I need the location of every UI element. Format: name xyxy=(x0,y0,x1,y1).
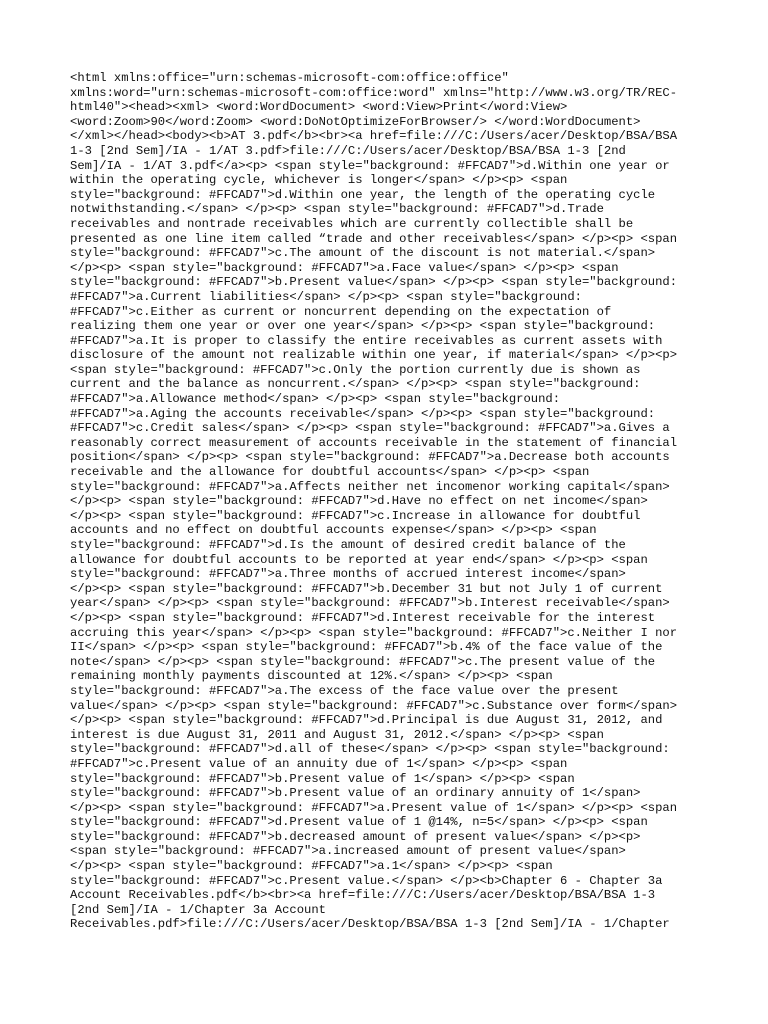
text-line: style="background: #FFCAD7">b.Present value of 1</span> </p><p> <span xyxy=(70,771,575,786)
text-line: xmlns:word="urn:schemas-microsoft-com:office:word" xmlns="http://www.w3.org/TR/REC- xyxy=(70,85,678,100)
text-line: style="background: #FFCAD7">b.decreased amount of present value</span> </p><p> xyxy=(70,829,641,844)
text-line: interest is due August 31, 2011 and August 31, 2012.</span> </p><p> <span xyxy=(70,727,604,742)
text-line: #FFCAD7">c.Either as current or noncurrent depending on the expectation of xyxy=(70,304,612,319)
text-line: note</span> </p><p> <span style="background: #FFCAD7">c.The present value of the xyxy=(70,654,656,669)
text-line: <span style="background: #FFCAD7">a.increased amount of present value</span> xyxy=(70,844,626,859)
text-line: style="background: #FFCAD7">c.Present value.</span> </p><b>Chapter 6 - Chapter 3a xyxy=(70,873,663,888)
text-line: style="background: #FFCAD7">b.Present value</span> </p><p> <span style="background: xyxy=(70,275,678,290)
text-line: realizing them one year or over one year</span> </p><p> <span style="background: xyxy=(70,319,656,334)
text-line: </p><p> <span style="background: #FFCAD7">a.Present value of 1</span> </p><p> <span xyxy=(70,800,678,815)
text-line: Sem]/IA - 1/AT 3.pdf</a><p> <span style="background: #FFCAD7">d.Within one year or xyxy=(70,158,670,173)
text-line: style="background: #FFCAD7">a.Affects neither net incomenor working capital</span> xyxy=(70,479,670,494)
text-line: html40"><head><xml> <word:WordDocument> <word:View>Print</word:View> xyxy=(70,100,568,115)
text-line: year</span> </p><p> <span style="background: #FFCAD7">b.Interest receivable</span> xyxy=(70,596,670,611)
text-line: presented as one line item called “trade and other receivables</span> </p><p> <span xyxy=(70,231,678,246)
text-line: #FFCAD7">a.Allowance method</span> </p><p> <span style="background: xyxy=(70,392,561,407)
text-line: style="background: #FFCAD7">a.Three months of accrued interest income</span> xyxy=(70,567,626,582)
text-line: disclosure of the amount not realizable within one year, if material</span> </p><p> xyxy=(70,348,678,363)
text-line: style="background: #FFCAD7">c.The amount of the discount is not material.</span> xyxy=(70,246,656,261)
text-line: </p><p> <span style="background: #FFCAD7">d.Interest receivable for the interest xyxy=(70,610,656,625)
text-line: style="background: #FFCAD7">d.Present value of 1 @14%, n=5</span> </p><p> <span xyxy=(70,815,648,830)
text-line: </p><p> <span style="background: #FFCAD7">b.December 31 but not July 1 of current xyxy=(70,581,663,596)
text-line: #FFCAD7">a.Aging the accounts receivable</span> </p><p> <span style="background: xyxy=(70,406,656,421)
text-line: accruing this year</span> </p><p> <span style="background: #FFCAD7">c.Neither I nor xyxy=(70,625,678,640)
text-line: </p><p> <span style="background: #FFCAD7">d.Have no effect on net income</span> xyxy=(70,494,648,509)
text-line: reasonably correct measurement of accounts receivable in the statement of financial xyxy=(70,435,678,450)
text-line: style="background: #FFCAD7">a.The excess of the face value over the present xyxy=(70,683,619,698)
text-line: style="background: #FFCAD7">d.Is the amount of desired credit balance of the xyxy=(70,538,626,552)
text-line: </xml></head><body><b>AT 3.pdf</b><br><a href=file:///C:/Users/acer/Desktop/BSA/BSA xyxy=(70,129,678,144)
text-line: notwithstanding.</span> </p><p> <span style="background: #FFCAD7">d.Trade xyxy=(70,202,604,217)
text-line: <span style="background: #FFCAD7">c.Only the portion currently due is shown as xyxy=(70,362,641,377)
text-line: #FFCAD7">a.Current liabilities</span> </p><p> <span style="background: xyxy=(70,289,582,304)
text-line: </p><p> <span style="background: #FFCAD7">d.Principal is due August 31, 2012, and xyxy=(70,713,663,728)
text-line: [2nd Sem]/IA - 1/Chapter 3a Account xyxy=(70,902,326,917)
text-line: Receivables.pdf>file:///C:/Users/acer/Desktop/BSA/BSA 1-3 [2nd Sem]/IA - 1/Chapter xyxy=(70,917,670,932)
text-line: remaining monthly payments discounted at 12%.</span> </p><p> <span xyxy=(70,669,553,684)
text-line: receivables and nontrade receivables which are currently collectible shall be xyxy=(70,216,634,231)
text-line: 1-3 [2nd Sem]/IA - 1/AT 3.pdf>file:///C:/Users/acer/Desktop/BSA/BSA 1-3 [2nd xyxy=(70,143,626,158)
text-line: <word:Zoom>90</word:Zoom> <word:DoNotOptimizeForBrowser/> </word:WordDocument> xyxy=(70,114,641,129)
text-line: <html xmlns:office="urn:schemas-microsoft-com:office:office" xyxy=(70,71,509,85)
text-line: position</span> </p><p> <span style="background: #FFCAD7">a.Decrease both accounts xyxy=(70,450,670,465)
text-line: value</span> </p><p> <span style="background: #FFCAD7">c.Substance over form</span> xyxy=(70,698,678,713)
text-line: #FFCAD7">a.It is proper to classify the entire receivables as current assets with xyxy=(70,333,663,348)
text-line: receivable and the allowance for doubtful accounts</span> </p><p> <span xyxy=(70,465,590,480)
text-line: accounts and no effect on doubtful accounts expense</span> </p><p> <span xyxy=(70,523,597,538)
text-line: #FFCAD7">c.Credit sales</span> </p><p> <span style="background: #FFCAD7">a.Gives a xyxy=(70,421,670,436)
text-line: current and the balance as noncurrent.</span> </p><p> <span style="background: xyxy=(70,377,641,392)
text-line: II</span> </p><p> <span style="background: #FFCAD7">b.4% of the face value of the xyxy=(70,640,663,655)
text-line: Account Receivables.pdf</b><br><a href=file:///C:/Users/acer/Desktop/BSA/BSA 1-3 xyxy=(70,888,656,903)
text-line: #FFCAD7">c.Present value of an annuity due of 1</span> </p><p> <span xyxy=(70,756,568,771)
text-line: </p><p> <span style="background: #FFCAD7">a.1</span> </p><p> <span xyxy=(70,859,553,874)
text-line: style="background: #FFCAD7">d.all of these</span> </p><p> <span style="background: xyxy=(70,742,670,757)
text-line: </p><p> <span style="background: #FFCAD7">a.Face value</span> </p><p> <span xyxy=(70,260,619,275)
document-text xyxy=(70,71,700,932)
text-line: allowance for doubtful accounts to be reported at year end</span> </p><p> <span xyxy=(70,552,648,567)
text-line: style="background: #FFCAD7">d.Within one year, the length of the operating cycle xyxy=(70,187,656,202)
text-line: style="background: #FFCAD7">b.Present value of an ordinary annuity of 1</span> xyxy=(70,786,641,801)
text-line: within the operating cycle, whichever is longer</span> </p><p> <span xyxy=(70,173,568,188)
text-line: </p><p> <span style="background: #FFCAD7">c.Increase in allowance for doubtful xyxy=(70,508,641,523)
